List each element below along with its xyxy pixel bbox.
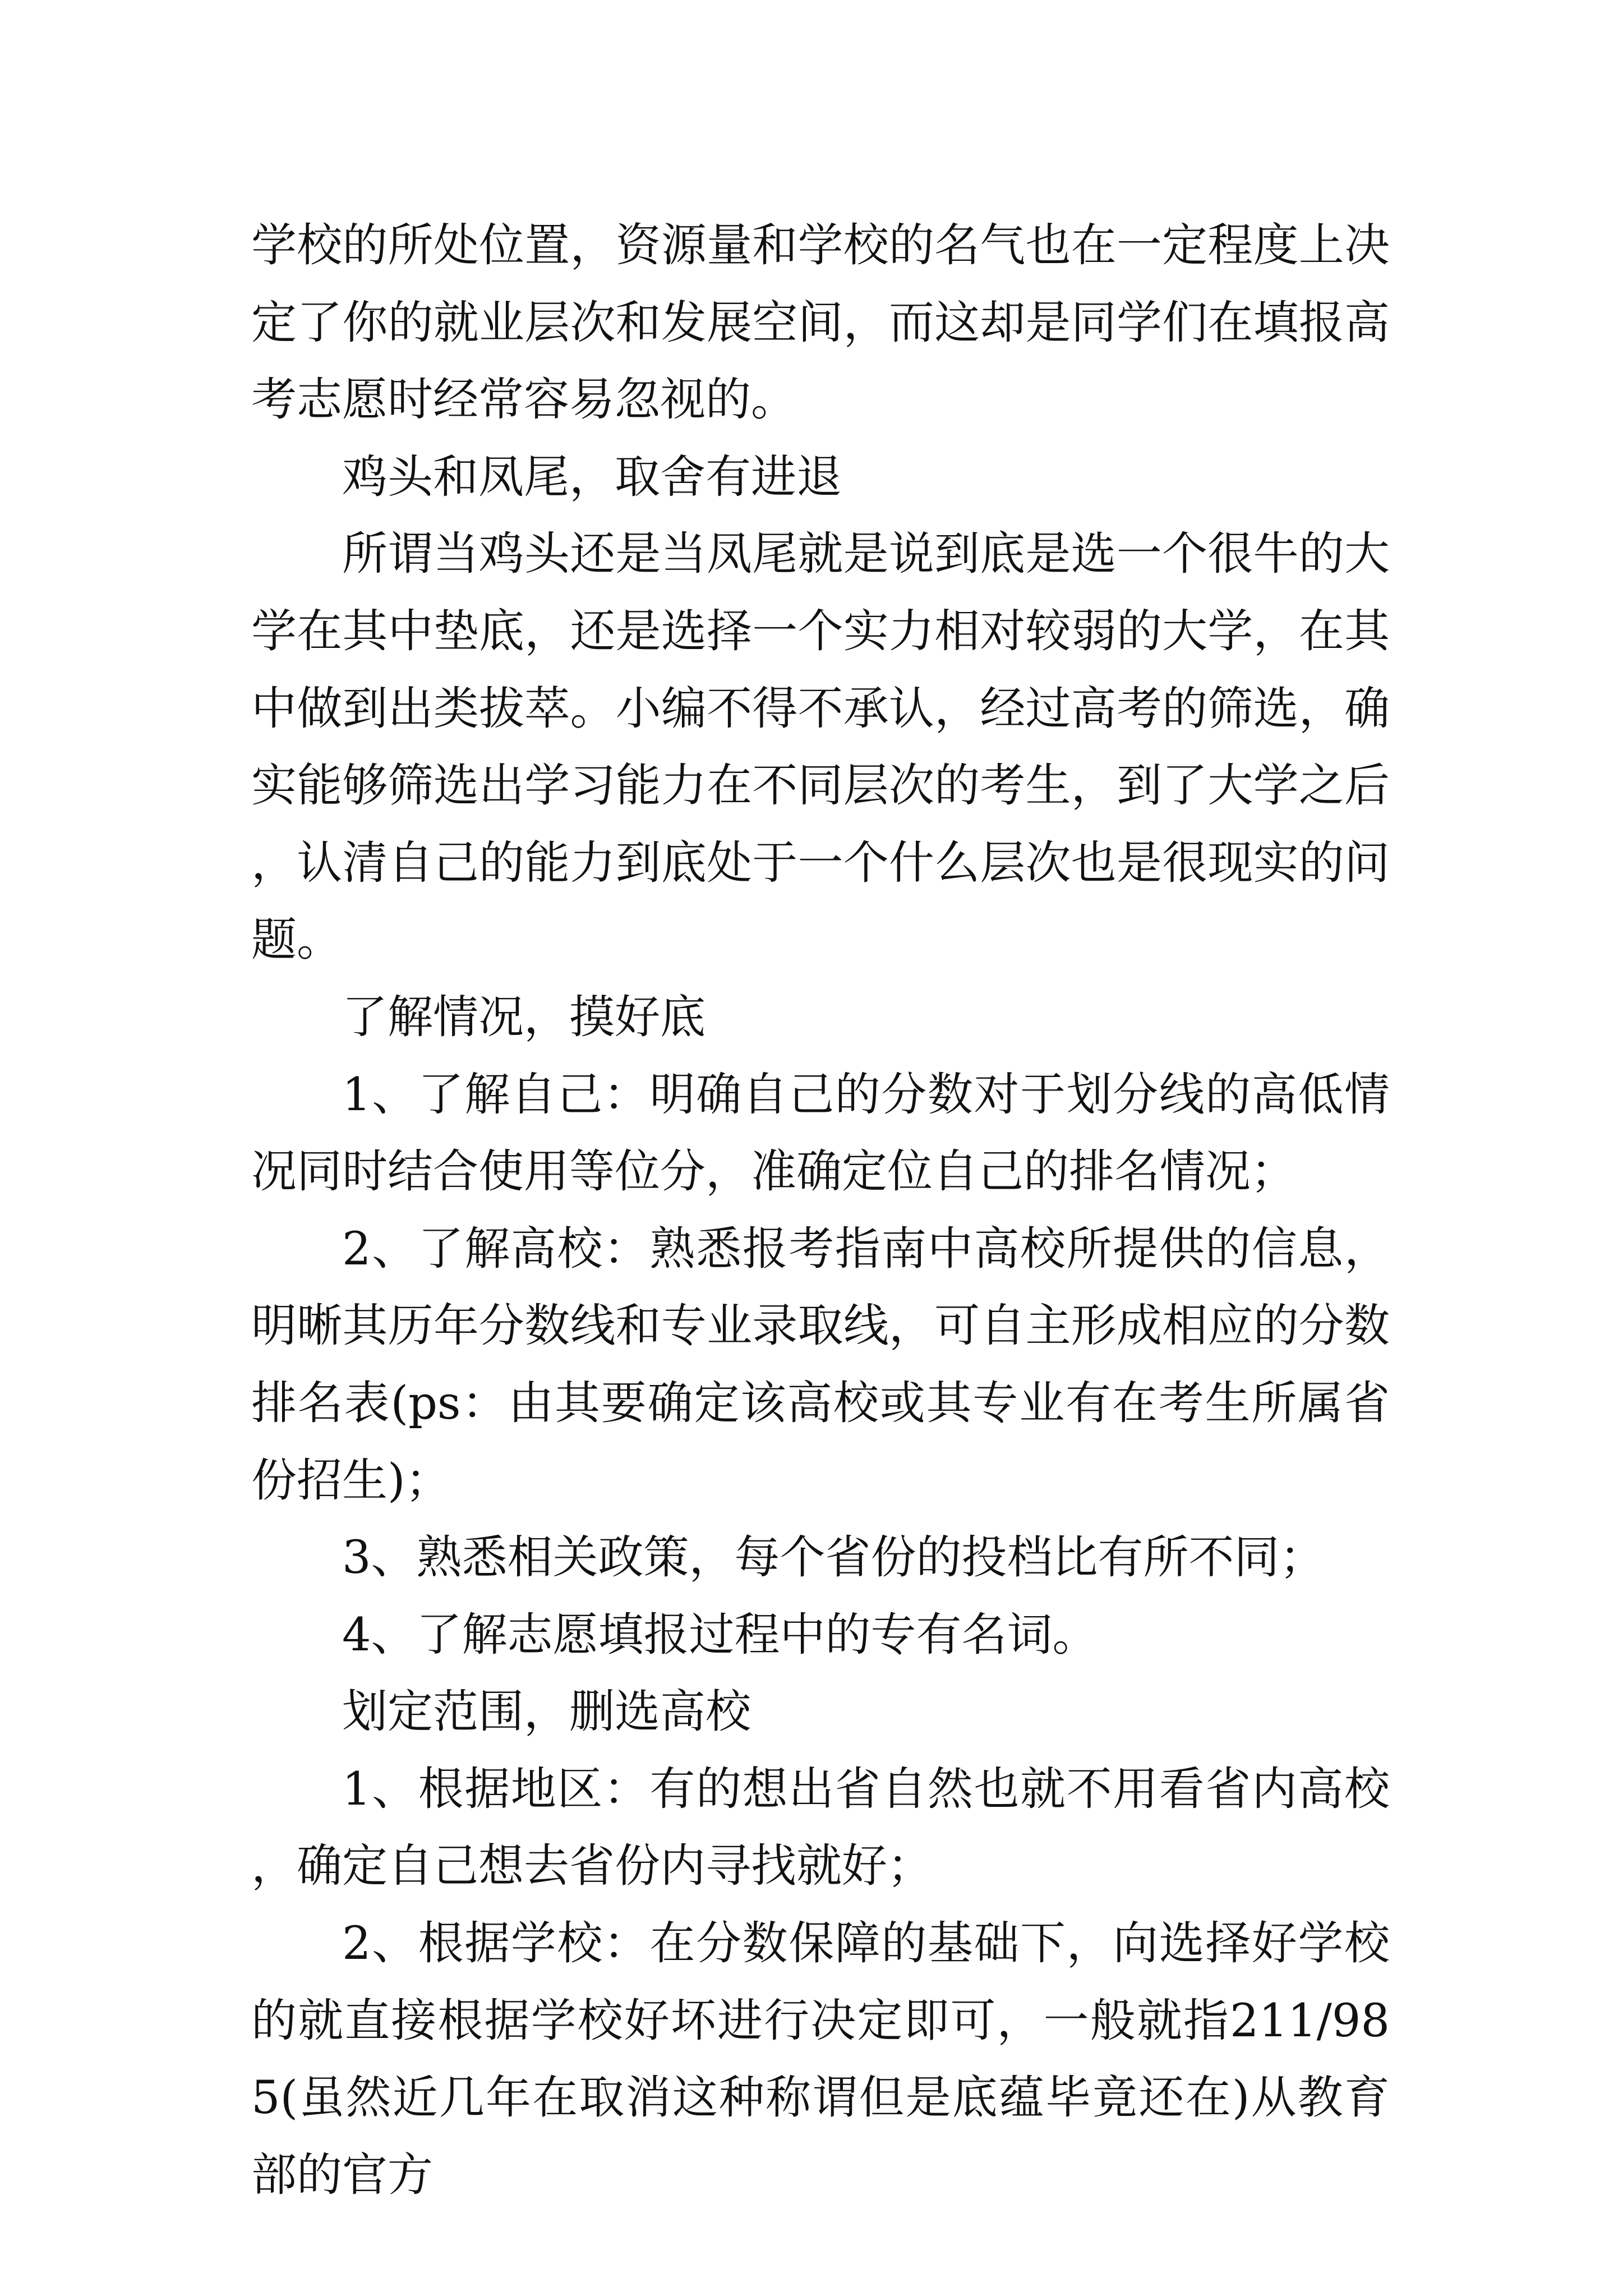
scope-item-2: 2、根据学校：在分数保障的基础下，向选择好学校的就直接根据学校好坏进行决定即可，一般就指211/985(虽然近几年在取消这种称谓但是底蕴毕竟还在)从教育部的官方 <box>251 1917 1390 2202</box>
scope-item-1: 1、根据地区：有的想出省自然也就不用看省内高校，确定自己想去省份内寻找就好； <box>251 1763 1390 1893</box>
paragraph-2: 所谓当鸡头还是当凤尾就是说到底是选一个很牛的大学在其中垫底，还是选择一个实力相对较弱的大学，在其中做到出类拔萃。小编不得不承认，经过高考的筛选，确实能够筛选出学习能力在不同层次的考生，到了大学之后，认清自己的能力到底处于一个什么层次也是很现实的问题。 <box>251 528 1390 967</box>
list-item-2: 2、了解高校：熟悉报考指南中高校所提供的信息，明晰其历年分数线和专业录取线，可自主形成相应的分数排名表(ps：由其要确定该高校或其专业有在考生所属省份招生)； <box>251 1222 1390 1507</box>
heading-understand-situation: 了解情况，摸好底 <box>342 991 706 1044</box>
heading-define-scope: 划定范围，删选高校 <box>342 1686 751 1739</box>
document-page <box>251 208 1390 2214</box>
list-item-4: 4、了解志愿填报过程中的专有名词。 <box>342 1608 1098 1662</box>
list-item-3: 3、熟悉相关政策，每个省份的投档比有所不同； <box>342 1531 1325 1585</box>
list-item-1: 1、了解自己：明确自己的分数对于划分线的高低情况同时结合使用等位分，准确定位自己的排名情况； <box>251 1068 1390 1199</box>
heading-chicken-head-phoenix-tail: 鸡头和凤尾，取舍有进退 <box>342 450 842 504</box>
paragraph-1: 学校的所处位置，资源量和学校的名气也在一定程度上决定了你的就业层次和发展空间，而这却是同学们在填报高考志愿时经常容易忽视的。 <box>251 219 1390 427</box>
